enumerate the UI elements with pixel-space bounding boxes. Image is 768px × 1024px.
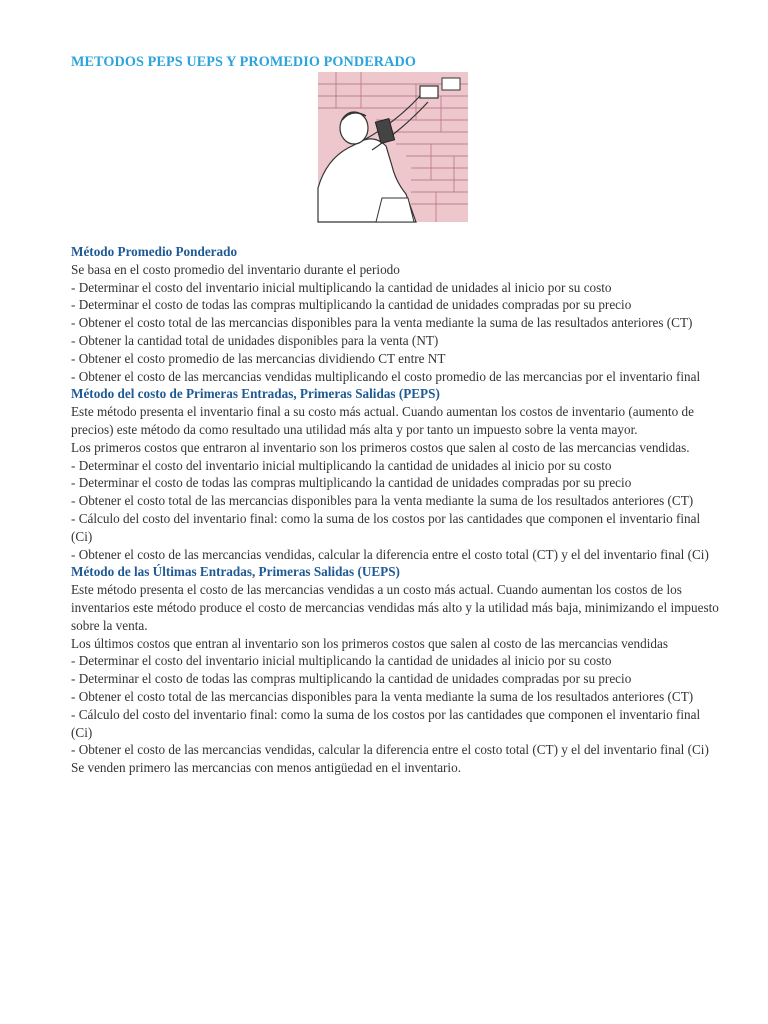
paragraph-line: - Obtener el costo total de las mercancias disponibles para la venta mediante la suma de los resultados anteriores (CT) xyxy=(71,493,694,509)
section-heading: Método de las Últimas Entradas, Primeras Salidas (UEPS) xyxy=(71,564,400,580)
paragraph-line: - Determinar el costo de todas las compras multiplicando la cantidad de unidades compradas por su precio xyxy=(71,297,632,313)
section-heading: Método Promedio Ponderado xyxy=(71,244,238,259)
paragraph-line: - Determinar el costo del inventario inicial multiplicando la cantidad de unidades al inicio por su costo xyxy=(71,457,612,473)
paragraph-line: - Obtener la cantidad total de unidades disponibles para la venta (NT) xyxy=(71,332,439,348)
paragraph-line: Se venden primero las mercancias con menos antigüedad en el inventario. xyxy=(71,760,461,776)
paragraph-line: - Obtener el costo promedio de las mercancias dividiendo CT entre NT xyxy=(71,350,446,366)
paragraph-line: - Obtener el costo total de las mercancias disponibles para la venta mediante la suma de los resultados anteriores (CT) xyxy=(71,688,694,704)
paragraph-line: - Determinar el costo del inventario inicial multiplicando la cantidad de unidades al inicio por su costo xyxy=(71,653,612,669)
paragraph-line: Los últimos costos que entran al inventario son los primeros costos que salen al costo de las mercancias vendidas xyxy=(71,635,668,651)
paragraph-line: - Cálculo del costo del inventario final: como la suma de los costos por las cantidades que componen el inventario final (Ci) xyxy=(71,510,701,544)
paragraph-line: - Obtener el costo de las mercancias vendidas multiplicando el costo promedio de las mercancias por el inventario final xyxy=(71,368,701,384)
document-title: METODOS PEPS UEPS Y PROMEDIO PONDERADO xyxy=(71,54,416,70)
paragraph-line: Este método presenta el inventario final a su costo más actual. Cuando aumentan los costos de inventario (aumento de precios) este método da como resultado una utilidad más alta y por tanto un impuesto sobre la venta mayor. xyxy=(71,404,694,437)
paragraph-line: Este método presenta el costo de las mercancias vendidas a un costo más actual. Cuando aumentan los costos de los inventarios este método produce el costo de mercancias vendidas más alto y la utilidad más baja, minimizando el impuesto sobre la venta. xyxy=(71,582,719,633)
section-promedio-ponderado xyxy=(71,243,719,385)
paragraph-line: - Obtener el costo total de las mercancias disponibles para la venta mediante la suma de las resultados anteriores (CT) xyxy=(71,315,693,331)
section-heading: Método del costo de Primeras Entradas, Primeras Salidas (PEPS) xyxy=(71,386,440,402)
section-peps xyxy=(71,385,719,563)
section-ueps xyxy=(71,563,719,777)
paragraph-line: - Determinar el costo del inventario inicial multiplicando la cantidad de unidades al inicio por su costo xyxy=(71,279,612,295)
paragraph-line: - Cálculo del costo del inventario final: como la suma de los costos por las cantidades que componen el inventario final (Ci) xyxy=(71,706,701,740)
paragraph-line: - Determinar el costo de todas las compras multiplicando la cantidad de unidades compradas por su precio xyxy=(71,475,632,491)
paragraph-line: Los primeros costos que entraron al inventario son los primeros costos que salen al costo de las mercancias vendidas. xyxy=(71,439,690,455)
paragraph-line: - Obtener el costo de las mercancias vendidas, calcular la diferencia entre el costo total (CT) y el del inventario final (Ci) xyxy=(71,742,709,758)
paragraph-line: - Obtener el costo de las mercancias vendidas, calcular la diferencia entre el costo total (CT) y el del inventario final (Ci) xyxy=(71,546,709,562)
paragraph-line: - Determinar el costo de todas las compras multiplicando la cantidad de unidades compradas por su precio xyxy=(71,671,632,687)
worker-scanning-boxes-icon xyxy=(316,70,468,228)
document-body xyxy=(71,243,719,777)
paragraph-line: Se basa en el costo promedio del inventario durante el periodo xyxy=(71,261,400,277)
